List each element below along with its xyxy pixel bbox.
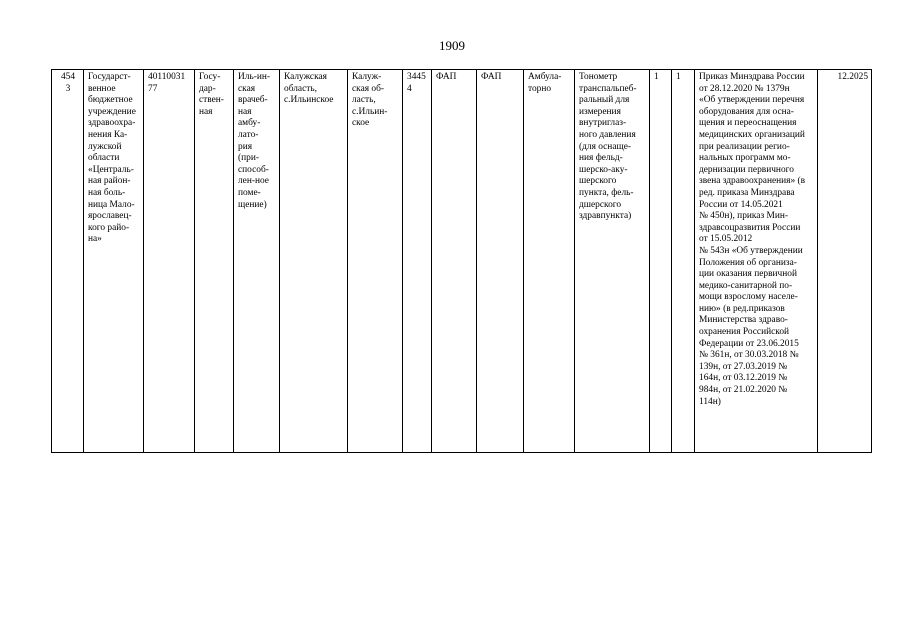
care-form-cell: Амбула- торно (524, 70, 575, 453)
row-number-cell: 454 3 (52, 70, 84, 453)
type-1-cell: ФАП (432, 70, 477, 453)
type-2-cell: ФАП (477, 70, 524, 453)
code-cell: 40110031 77 (144, 70, 195, 453)
quantity-2-cell: 1 (672, 70, 695, 453)
date-cell: 12.2025 (818, 70, 872, 453)
index-cell: 3445 4 (403, 70, 432, 453)
quantity-1-cell: 1 (650, 70, 672, 453)
locality-cell: Калуж- ская об- ласть, с.Ильин- ское (348, 70, 403, 453)
table-row (52, 70, 872, 453)
equipment-cell: Тонометр транспальпеб- ральный для измерения внутриглаз- ного давления (для оснаще- ния фельд- шерско-аку- шерского пункта, фель- дшерского здравпункта) (575, 70, 650, 453)
basis-cell: Приказ Минздрава России от 28.12.2020 № 1379н «Об утверждении перечня оборудования для осна- щения и переоснащения медицинских организаций при реализации регио- нальных программ мо- дернизации первичного звена здравоохранения» (в ред. приказа Минздрава России от 14.05.2021 № 450н), приказ Мин- здравсоцразвития России от 15.05.2012 № 543н «Об утверждении Положения об организа- ции оказания первичной медико-санитарной по- мощи взрослому населе- нию» (в ред.приказов Министерства здраво- охранения Российской Федерации от 23.06.2015 № 361н, от 30.03.2018 № 139н, от 27.03.2019 № 164н, от 03.12.2019 № 984н, от 21.02.2020 № 114н) (695, 70, 818, 453)
institution-cell: Государст- венное бюджетное учреждение здравоохра- нения Ка- лужской области «Централь- ная район- ная боль- ница Мало- ярославец- кого райо- на» (84, 70, 144, 453)
ownership-cell: Госу- дар- ствен- ная (195, 70, 234, 453)
address-region-cell: Калужская область, с.Ильинское (280, 70, 348, 453)
subdivision-cell: Иль-ин- ская врачеб- ная амбу- лато- рия (при- способ- лен-ное поме- щение) (234, 70, 280, 453)
registry-table (51, 69, 872, 453)
page-number: 1909 (439, 38, 465, 53)
